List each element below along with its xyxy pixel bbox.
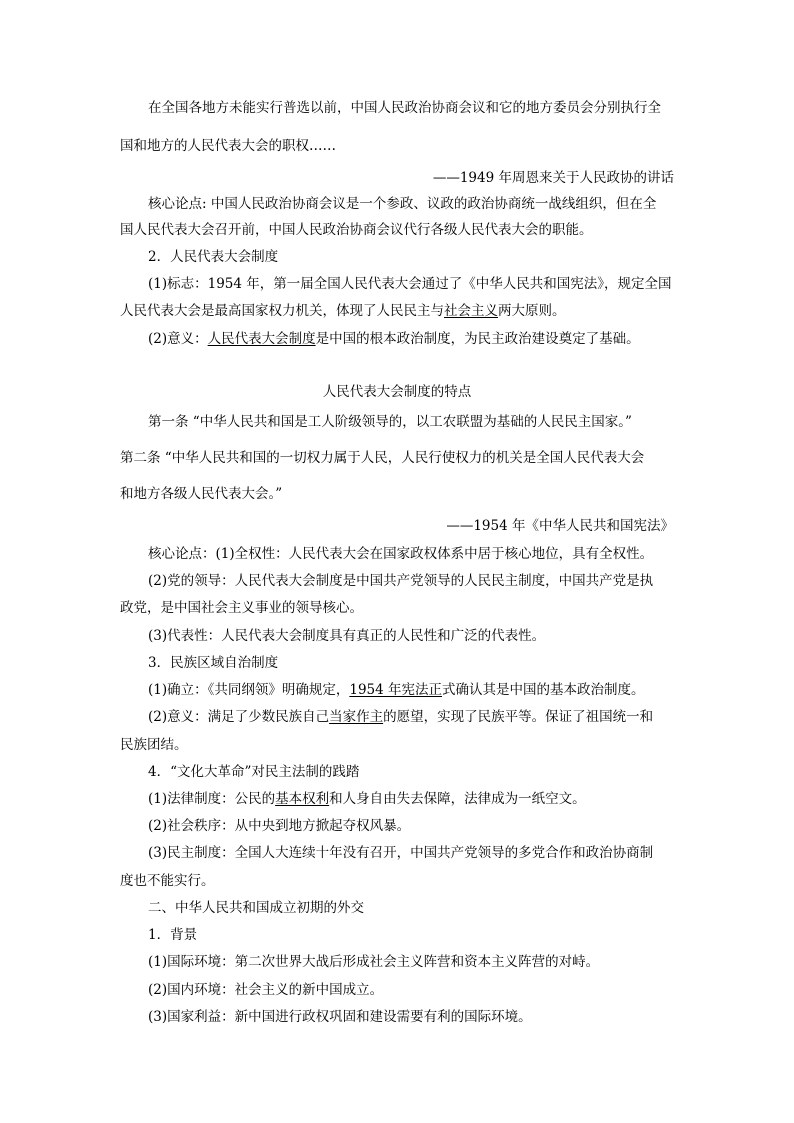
constitution-article-1: 第一条 “中华人民共和国是工人阶级领导的，以工农联盟为基础的人民民主国家。” [148, 414, 632, 430]
section4-law: (1)法律制度：公民的基本权利和人身自由失去保障，法律成为一纸空文。 [148, 791, 586, 807]
constitution-article-2-line2: 和地方各级人民代表大会。” [120, 486, 283, 502]
core2-p2-line1: (2)党的领导：人民代表大会制度是中国共产党领导的人民民主制度，中国共产党是执 [148, 573, 654, 589]
section2-mark-line1: (1)标志：1954 年，第一届全国人民代表大会通过了《中华人民共和国宪法》，规定全国 [148, 276, 672, 292]
section3-meaning-line1: (2)意义：满足了少数民族自己当家作主的愿望，实现了民族平等。保证了祖国统一和 [148, 709, 654, 725]
section3-heading: 3．民族区域自治制度 [148, 655, 279, 671]
core1-line1: 核心论点: 中国人民政治协商会议是一个参政、议政的政治协商统一战线组织，但在全 [148, 196, 657, 212]
section3-establish: (1)确立：《共同纲领》明确规定，1954 年宪法正式确认其是中国的基本政治制度。 [148, 682, 645, 698]
section4-democracy-line2: 度也不能实行。 [120, 873, 215, 889]
section4-order: (2)社会秩序：从中央到地方掀起夺权风暴。 [148, 818, 411, 834]
core2-p3: (3)代表性：人民代表大会制度具有真正的人民性和广泛的代表性。 [148, 628, 546, 644]
feature-box-title: 人民代表大会制度的特点 [322, 384, 472, 400]
constitution-article-2-line1: 第二条 “中华人民共和国的一切权力属于人民，人民行使权力的机关是全国人民代表大会 [120, 450, 645, 466]
section4-democracy-line1: (3)民主制度：全国人大连续十年没有召开，中国共产党领导的多党合作和政治协商制 [148, 845, 654, 861]
section4-heading: 4．“文化大革命”对民主法制的践踏 [148, 764, 360, 780]
core1-line2: 国人民代表大会召开前，中国人民政治协商会议代行各级人民代表大会的职能。 [120, 222, 593, 238]
section2-mark-line2: 人民代表大会是最高国家权力机关，体现了人民民主与社会主义两大原则。 [120, 303, 566, 319]
part2-heading: 二、中华人民共和国成立初期的外交 [148, 900, 364, 916]
part2-domestic: (2)国内环境：社会主义的新中国成立。 [148, 982, 384, 998]
quote1-line1: 在全国各地方未能实行普选以前，中国人民政治协商会议和它的地方委员会分别执行全 [148, 100, 661, 116]
feature-box-source: ——1954 年《中华人民共和国宪法》 [446, 518, 674, 534]
core2-p1: 核心论点：(1)全权性：人民代表大会在国家政权体系中居于核心地位，具有全权性。 [148, 546, 654, 562]
part2-national-interest: (3)国家利益：新中国进行政权巩固和建设需要有利的国际环境。 [148, 1009, 532, 1025]
part2-international: (1)国际环境：第二次世界大战后形成社会主义阵营和资本主义阵营的对峙。 [148, 954, 600, 970]
core2-p2-line2: 政党，是中国社会主义事业的领导核心。 [120, 600, 363, 616]
quote1-line2: 国和地方的人民代表大会的职权…… [120, 138, 336, 154]
section3-meaning-line2: 民族团结。 [120, 737, 188, 753]
section2-meaning: (2)意义：人民代表大会制度是中国的根本政治制度，为民主政治建设奠定了基础。 [148, 331, 640, 347]
section2-heading: 2．人民代表大会制度 [148, 249, 279, 265]
part2-subheading: 1．背景 [148, 927, 198, 943]
quote1-source: ——1949 年周恩来关于人民政协的讲话 [432, 170, 674, 186]
